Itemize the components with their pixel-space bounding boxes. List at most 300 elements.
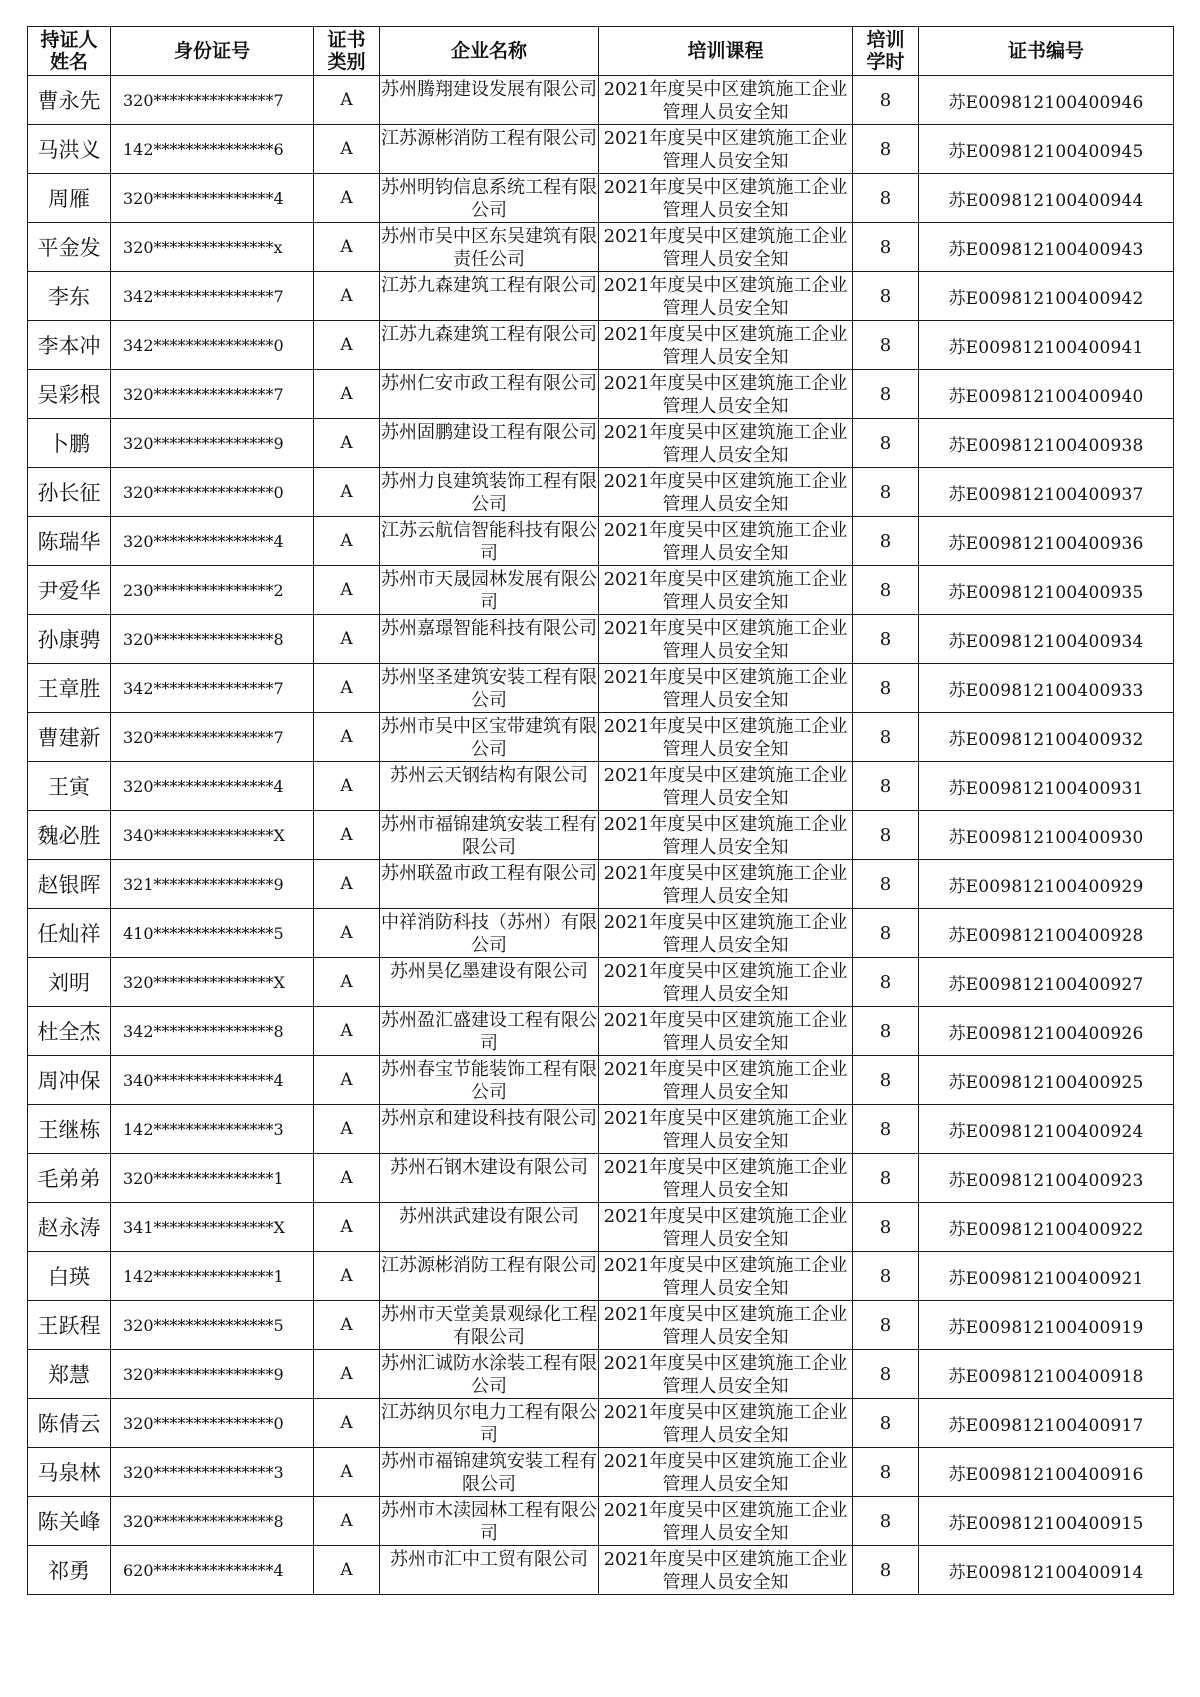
table-row (28, 762, 1174, 811)
company-name-cell (380, 1252, 599, 1301)
training-hours-cell: 8 (853, 958, 919, 1007)
cert-number-cell: 苏E009812100400932 (919, 713, 1174, 762)
course-name-cell-text: 2021年度吴中区建筑施工企业管理人员安全知 (603, 715, 848, 760)
cert-type-cell: A (314, 1399, 380, 1448)
training-hours-cell: 8 (853, 1105, 919, 1154)
holder-name-cell: 王继栋 (28, 1105, 111, 1154)
cert-type-cell: A (314, 1154, 380, 1203)
cert-type-cell: A (314, 76, 380, 125)
table-row (28, 1399, 1174, 1448)
cert-number-cell: 苏E009812100400914 (919, 1546, 1174, 1595)
company-name-cell-text: 苏州市汇中工贸有限公司 (390, 1548, 588, 1570)
cert-number-cell: 苏E009812100400929 (919, 860, 1174, 909)
holder-name-cell: 郑慧 (28, 1350, 111, 1399)
course-name-cell-text: 2021年度吴中区建筑施工企业管理人员安全知 (603, 421, 848, 466)
holder-name-cell: 曹建新 (28, 713, 111, 762)
company-name-cell-text: 中祥消防科技（苏州）有限公司 (381, 911, 597, 956)
training-hours-cell: 8 (853, 1448, 919, 1497)
id-number-cell: 320***************7 (111, 713, 314, 762)
cert-number-cell: 苏E009812100400933 (919, 664, 1174, 713)
training-hours-cell: 8 (853, 76, 919, 125)
table-row (28, 1546, 1174, 1595)
course-name-cell-text: 2021年度吴中区建筑施工企业管理人员安全知 (603, 1450, 848, 1495)
training-hours-cell: 8 (853, 1203, 919, 1252)
company-name-cell-text: 苏州云天钢结构有限公司 (390, 764, 588, 786)
course-name-cell (599, 1448, 853, 1497)
cert-number-cell: 苏E009812100400945 (919, 125, 1174, 174)
course-name-cell-text: 2021年度吴中区建筑施工企业管理人员安全知 (603, 568, 848, 613)
course-name-cell (599, 223, 853, 272)
table-row (28, 1105, 1174, 1154)
cert-type-cell: A (314, 321, 380, 370)
holder-name-cell: 周雁 (28, 174, 111, 223)
header-course: 培训课程 (599, 27, 853, 76)
course-name-cell-text: 2021年度吴中区建筑施工企业管理人员安全知 (603, 617, 848, 662)
course-name-cell (599, 1399, 853, 1448)
company-name-cell-text: 苏州昊亿墨建设有限公司 (390, 960, 588, 982)
company-name-cell-text: 苏州春宝节能装饰工程有限公司 (381, 1058, 597, 1103)
table-row (28, 1301, 1174, 1350)
company-name-cell (380, 958, 599, 1007)
course-name-cell-text: 2021年度吴中区建筑施工企业管理人员安全知 (603, 1352, 848, 1397)
training-hours-cell: 8 (853, 1497, 919, 1546)
cert-number-cell: 苏E009812100400924 (919, 1105, 1174, 1154)
table-row (28, 713, 1174, 762)
company-name-cell-text: 苏州市吴中区宝带建筑有限公司 (381, 715, 597, 760)
holder-name-cell: 杜全杰 (28, 1007, 111, 1056)
company-name-cell (380, 174, 599, 223)
cert-number-cell: 苏E009812100400931 (919, 762, 1174, 811)
training-hours-cell: 8 (853, 1350, 919, 1399)
cert-number-cell: 苏E009812100400918 (919, 1350, 1174, 1399)
company-name-cell (380, 1007, 599, 1056)
holder-name-cell: 马洪义 (28, 125, 111, 174)
training-hours-cell: 8 (853, 1154, 919, 1203)
course-name-cell (599, 174, 853, 223)
id-number-cell: 342***************8 (111, 1007, 314, 1056)
id-number-cell: 142***************6 (111, 125, 314, 174)
course-name-cell-text: 2021年度吴中区建筑施工企业管理人员安全知 (603, 1303, 848, 1348)
cert-type-cell: A (314, 174, 380, 223)
holder-name-cell: 陈倩云 (28, 1399, 111, 1448)
cert-type-cell: A (314, 1301, 380, 1350)
company-name-cell-text: 苏州仁安市政工程有限公司 (381, 372, 597, 394)
holder-name-cell: 李本冲 (28, 321, 111, 370)
table-row (28, 174, 1174, 223)
holder-name-cell: 平金发 (28, 223, 111, 272)
header-holder-name (28, 27, 111, 76)
course-name-cell (599, 615, 853, 664)
course-name-cell (599, 566, 853, 615)
company-name-cell-text: 苏州固鹏建设工程有限公司 (381, 421, 597, 443)
table-row (28, 958, 1174, 1007)
table-row (28, 1252, 1174, 1301)
id-number-cell: 320***************7 (111, 76, 314, 125)
cert-number-cell: 苏E009812100400935 (919, 566, 1174, 615)
id-number-cell: 410***************5 (111, 909, 314, 958)
table-header (28, 27, 1174, 76)
cert-type-cell: A (314, 468, 380, 517)
company-name-cell (380, 1497, 599, 1546)
table-row (28, 1154, 1174, 1203)
id-number-cell: 320***************3 (111, 1448, 314, 1497)
course-name-cell (599, 811, 853, 860)
company-name-cell (380, 566, 599, 615)
training-hours-cell: 8 (853, 223, 919, 272)
cert-type-cell: A (314, 223, 380, 272)
certificate-table (27, 26, 1174, 1595)
table-row (28, 321, 1174, 370)
id-number-cell: 320***************9 (111, 1350, 314, 1399)
training-hours-cell: 8 (853, 370, 919, 419)
course-name-cell-text: 2021年度吴中区建筑施工企业管理人员安全知 (603, 519, 848, 564)
course-name-cell (599, 1007, 853, 1056)
training-hours-cell: 8 (853, 909, 919, 958)
course-name-cell (599, 909, 853, 958)
id-number-cell: 320***************X (111, 958, 314, 1007)
course-name-cell-text: 2021年度吴中区建筑施工企业管理人员安全知 (603, 1499, 848, 1544)
company-name-cell (380, 811, 599, 860)
company-name-cell-text: 江苏纳贝尔电力工程有限公司 (381, 1401, 597, 1446)
holder-name-cell: 刘明 (28, 958, 111, 1007)
cert-type-cell: A (314, 517, 380, 566)
course-name-cell-text: 2021年度吴中区建筑施工企业管理人员安全知 (603, 127, 848, 172)
training-hours-cell: 8 (853, 174, 919, 223)
course-name-cell-text: 2021年度吴中区建筑施工企业管理人员安全知 (603, 862, 848, 907)
id-number-cell: 320***************0 (111, 1399, 314, 1448)
course-name-cell-text: 2021年度吴中区建筑施工企业管理人员安全知 (603, 1058, 848, 1103)
training-hours-cell: 8 (853, 664, 919, 713)
table-row (28, 615, 1174, 664)
training-hours-cell: 8 (853, 321, 919, 370)
course-name-cell-text: 2021年度吴中区建筑施工企业管理人员安全知 (603, 274, 848, 319)
cert-number-cell: 苏E009812100400946 (919, 76, 1174, 125)
company-name-cell-text: 苏州腾翔建设发展有限公司 (381, 78, 597, 100)
course-name-cell-text: 2021年度吴中区建筑施工企业管理人员安全知 (603, 1205, 848, 1250)
company-name-cell-text: 江苏九森建筑工程有限公司 (381, 274, 597, 296)
holder-name-cell: 白瑛 (28, 1252, 111, 1301)
course-name-cell (599, 76, 853, 125)
table-row (28, 517, 1174, 566)
company-name-cell (380, 860, 599, 909)
course-name-cell (599, 272, 853, 321)
cert-type-cell: A (314, 125, 380, 174)
cert-number-cell: 苏E009812100400926 (919, 1007, 1174, 1056)
header-hours (853, 27, 919, 76)
company-name-cell (380, 272, 599, 321)
company-name-cell-text: 苏州盈汇盛建设工程有限公司 (381, 1009, 597, 1054)
course-name-cell-text: 2021年度吴中区建筑施工企业管理人员安全知 (603, 1254, 848, 1299)
table-row (28, 860, 1174, 909)
course-name-cell-text: 2021年度吴中区建筑施工企业管理人员安全知 (603, 1548, 848, 1593)
cert-number-cell: 苏E009812100400923 (919, 1154, 1174, 1203)
course-name-cell (599, 1203, 853, 1252)
course-name-cell (599, 713, 853, 762)
table-row (28, 223, 1174, 272)
id-number-cell: 320***************7 (111, 370, 314, 419)
training-hours-cell: 8 (853, 860, 919, 909)
holder-name-cell: 赵银晖 (28, 860, 111, 909)
holder-name-cell: 陈瑞华 (28, 517, 111, 566)
header-cert-type (314, 27, 380, 76)
training-hours-cell: 8 (853, 1546, 919, 1595)
course-name-cell (599, 125, 853, 174)
holder-name-cell: 李东 (28, 272, 111, 321)
id-number-cell: 342***************7 (111, 664, 314, 713)
course-name-cell-text: 2021年度吴中区建筑施工企业管理人员安全知 (603, 1156, 848, 1201)
company-name-cell-text: 江苏九森建筑工程有限公司 (381, 323, 597, 345)
company-name-cell (380, 223, 599, 272)
cert-number-cell: 苏E009812100400916 (919, 1448, 1174, 1497)
course-name-cell-text: 2021年度吴中区建筑施工企业管理人员安全知 (603, 960, 848, 1005)
cert-type-cell: A (314, 566, 380, 615)
cert-type-cell: A (314, 272, 380, 321)
company-name-cell-text: 苏州洪武建设有限公司 (399, 1205, 579, 1227)
company-name-cell-text: 苏州石钢木建设有限公司 (390, 1156, 588, 1178)
course-name-cell-text: 2021年度吴中区建筑施工企业管理人员安全知 (603, 225, 848, 270)
table-row (28, 1056, 1174, 1105)
id-number-cell: 320***************8 (111, 615, 314, 664)
company-name-cell (380, 1203, 599, 1252)
cert-number-cell: 苏E009812100400942 (919, 272, 1174, 321)
company-name-cell-text: 苏州坚圣建筑安装工程有限公司 (381, 666, 597, 711)
id-number-cell: 230***************2 (111, 566, 314, 615)
cert-type-cell: A (314, 664, 380, 713)
company-name-cell (380, 517, 599, 566)
company-name-cell-text: 江苏云航信智能科技有限公司 (381, 519, 597, 564)
header-cert-number: 证书编号 (919, 27, 1174, 76)
table-row (28, 1497, 1174, 1546)
table-row (28, 811, 1174, 860)
company-name-cell (380, 615, 599, 664)
holder-name-cell: 祁勇 (28, 1546, 111, 1595)
company-name-cell (380, 1105, 599, 1154)
cert-number-cell: 苏E009812100400922 (919, 1203, 1174, 1252)
table-row (28, 419, 1174, 468)
id-number-cell: 320***************4 (111, 174, 314, 223)
id-number-cell: 342***************0 (111, 321, 314, 370)
id-number-cell: 142***************1 (111, 1252, 314, 1301)
header-cert-type-line1: 证书 (327, 29, 366, 51)
company-name-cell (380, 713, 599, 762)
company-name-cell (380, 1546, 599, 1595)
company-name-cell (380, 1301, 599, 1350)
table-row (28, 468, 1174, 517)
company-name-cell-text: 江苏源彬消防工程有限公司 (381, 127, 597, 149)
holder-name-cell: 曹永先 (28, 76, 111, 125)
training-hours-cell: 8 (853, 272, 919, 321)
holder-name-cell: 马泉林 (28, 1448, 111, 1497)
course-name-cell-text: 2021年度吴中区建筑施工企业管理人员安全知 (603, 1107, 848, 1152)
cert-type-cell: A (314, 419, 380, 468)
course-name-cell (599, 517, 853, 566)
id-number-cell: 340***************4 (111, 1056, 314, 1105)
cert-number-cell: 苏E009812100400915 (919, 1497, 1174, 1546)
cert-type-cell: A (314, 713, 380, 762)
cert-type-cell: A (314, 1007, 380, 1056)
company-name-cell-text: 苏州市木渎园林工程有限公司 (381, 1499, 597, 1544)
id-number-cell: 320***************8 (111, 1497, 314, 1546)
course-name-cell-text: 2021年度吴中区建筑施工企业管理人员安全知 (603, 764, 848, 809)
company-name-cell-text: 苏州汇诚防水涂装工程有限公司 (381, 1352, 597, 1397)
id-number-cell: 320***************x (111, 223, 314, 272)
header-row (28, 27, 1174, 76)
id-number-cell: 321***************9 (111, 860, 314, 909)
course-name-cell-text: 2021年度吴中区建筑施工企业管理人员安全知 (603, 78, 848, 123)
table-row (28, 1007, 1174, 1056)
course-name-cell (599, 762, 853, 811)
table-row (28, 1350, 1174, 1399)
holder-name-cell: 吴彩根 (28, 370, 111, 419)
table-row (28, 566, 1174, 615)
holder-name-cell: 毛弟弟 (28, 1154, 111, 1203)
company-name-cell (380, 76, 599, 125)
holder-name-cell: 孙康骋 (28, 615, 111, 664)
header-cert-type-line2: 类别 (327, 51, 366, 73)
cert-number-cell: 苏E009812100400930 (919, 811, 1174, 860)
training-hours-cell: 8 (853, 419, 919, 468)
course-name-cell-text: 2021年度吴中区建筑施工企业管理人员安全知 (603, 470, 848, 515)
header-hours-line2: 学时 (866, 51, 905, 73)
company-name-cell-text: 苏州市天堂美景观绿化工程有限公司 (381, 1303, 597, 1348)
training-hours-cell: 8 (853, 1252, 919, 1301)
id-number-cell: 340***************X (111, 811, 314, 860)
course-name-cell (599, 1105, 853, 1154)
id-number-cell: 320***************9 (111, 419, 314, 468)
table-row (28, 909, 1174, 958)
company-name-cell (380, 419, 599, 468)
course-name-cell-text: 2021年度吴中区建筑施工企业管理人员安全知 (603, 911, 848, 956)
id-number-cell: 320***************0 (111, 468, 314, 517)
training-hours-cell: 8 (853, 1056, 919, 1105)
company-name-cell (380, 321, 599, 370)
training-hours-cell: 8 (853, 566, 919, 615)
course-name-cell (599, 1301, 853, 1350)
id-number-cell: 620***************4 (111, 1546, 314, 1595)
cert-type-cell: A (314, 1105, 380, 1154)
cert-type-cell: A (314, 1497, 380, 1546)
company-name-cell (380, 1399, 599, 1448)
course-name-cell (599, 1056, 853, 1105)
company-name-cell-text: 苏州市福锦建筑安装工程有限公司 (381, 1450, 597, 1495)
cert-type-cell: A (314, 811, 380, 860)
cert-number-cell: 苏E009812100400936 (919, 517, 1174, 566)
course-name-cell-text: 2021年度吴中区建筑施工企业管理人员安全知 (603, 176, 848, 221)
cert-type-cell: A (314, 1203, 380, 1252)
holder-name-cell: 魏必胜 (28, 811, 111, 860)
cert-number-cell: 苏E009812100400944 (919, 174, 1174, 223)
holder-name-cell: 陈关峰 (28, 1497, 111, 1546)
holder-name-cell: 赵永涛 (28, 1203, 111, 1252)
course-name-cell (599, 1546, 853, 1595)
cert-type-cell: A (314, 958, 380, 1007)
header-company: 企业名称 (380, 27, 599, 76)
header-holder-line2: 姓名 (49, 51, 88, 73)
company-name-cell-text: 苏州市福锦建筑安装工程有限公司 (381, 813, 597, 858)
company-name-cell (380, 762, 599, 811)
training-hours-cell: 8 (853, 125, 919, 174)
cert-type-cell: A (314, 860, 380, 909)
table-row (28, 1448, 1174, 1497)
cert-type-cell: A (314, 1350, 380, 1399)
holder-name-cell: 王跃程 (28, 1301, 111, 1350)
course-name-cell-text: 2021年度吴中区建筑施工企业管理人员安全知 (603, 666, 848, 711)
company-name-cell-text: 苏州市天晟园林发展有限公司 (381, 568, 597, 613)
course-name-cell-text: 2021年度吴中区建筑施工企业管理人员安全知 (603, 1401, 848, 1446)
cert-number-cell: 苏E009812100400934 (919, 615, 1174, 664)
id-number-cell: 320***************1 (111, 1154, 314, 1203)
id-number-cell: 320***************4 (111, 517, 314, 566)
cert-type-cell: A (314, 615, 380, 664)
company-name-cell (380, 909, 599, 958)
id-number-cell: 342***************7 (111, 272, 314, 321)
cert-number-cell: 苏E009812100400921 (919, 1252, 1174, 1301)
company-name-cell-text: 苏州嘉璟智能科技有限公司 (381, 617, 597, 639)
id-number-cell: 142***************3 (111, 1105, 314, 1154)
holder-name-cell: 王章胜 (28, 664, 111, 713)
course-name-cell (599, 321, 853, 370)
header-holder-line1: 持证人 (40, 29, 98, 51)
company-name-cell-text: 苏州市吴中区东吴建筑有限责任公司 (381, 225, 597, 270)
holder-name-cell: 尹爱华 (28, 566, 111, 615)
course-name-cell (599, 419, 853, 468)
cert-type-cell: A (314, 1252, 380, 1301)
cert-number-cell: 苏E009812100400940 (919, 370, 1174, 419)
course-name-cell (599, 860, 853, 909)
cert-type-cell: A (314, 1056, 380, 1105)
course-name-cell-text: 2021年度吴中区建筑施工企业管理人员安全知 (603, 323, 848, 368)
training-hours-cell: 8 (853, 1301, 919, 1350)
training-hours-cell: 8 (853, 762, 919, 811)
header-id-number: 身份证号 (111, 27, 314, 76)
course-name-cell-text: 2021年度吴中区建筑施工企业管理人员安全知 (603, 1009, 848, 1054)
table-row (28, 76, 1174, 125)
cert-type-cell: A (314, 1448, 380, 1497)
cert-type-cell: A (314, 909, 380, 958)
id-number-cell: 320***************4 (111, 762, 314, 811)
id-number-cell: 341***************X (111, 1203, 314, 1252)
course-name-cell (599, 664, 853, 713)
company-name-cell-text: 江苏源彬消防工程有限公司 (381, 1254, 597, 1276)
table-row (28, 1203, 1174, 1252)
cert-number-cell: 苏E009812100400927 (919, 958, 1174, 1007)
holder-name-cell: 任灿祥 (28, 909, 111, 958)
table-row (28, 664, 1174, 713)
cert-number-cell: 苏E009812100400937 (919, 468, 1174, 517)
cert-number-cell: 苏E009812100400919 (919, 1301, 1174, 1350)
company-name-cell (380, 1448, 599, 1497)
course-name-cell-text: 2021年度吴中区建筑施工企业管理人员安全知 (603, 372, 848, 417)
holder-name-cell: 王寅 (28, 762, 111, 811)
cert-type-cell: A (314, 762, 380, 811)
cert-number-cell: 苏E009812100400917 (919, 1399, 1174, 1448)
course-name-cell (599, 1497, 853, 1546)
table-row (28, 370, 1174, 419)
training-hours-cell: 8 (853, 468, 919, 517)
course-name-cell-text: 2021年度吴中区建筑施工企业管理人员安全知 (603, 813, 848, 858)
id-number-cell: 320***************5 (111, 1301, 314, 1350)
company-name-cell-text: 苏州京和建设科技有限公司 (381, 1107, 597, 1129)
cert-type-cell: A (314, 1546, 380, 1595)
company-name-cell (380, 664, 599, 713)
course-name-cell (599, 1252, 853, 1301)
company-name-cell (380, 125, 599, 174)
holder-name-cell: 卜鹏 (28, 419, 111, 468)
training-hours-cell: 8 (853, 811, 919, 860)
company-name-cell-text: 苏州联盈市政工程有限公司 (381, 862, 597, 884)
training-hours-cell: 8 (853, 517, 919, 566)
training-hours-cell: 8 (853, 615, 919, 664)
